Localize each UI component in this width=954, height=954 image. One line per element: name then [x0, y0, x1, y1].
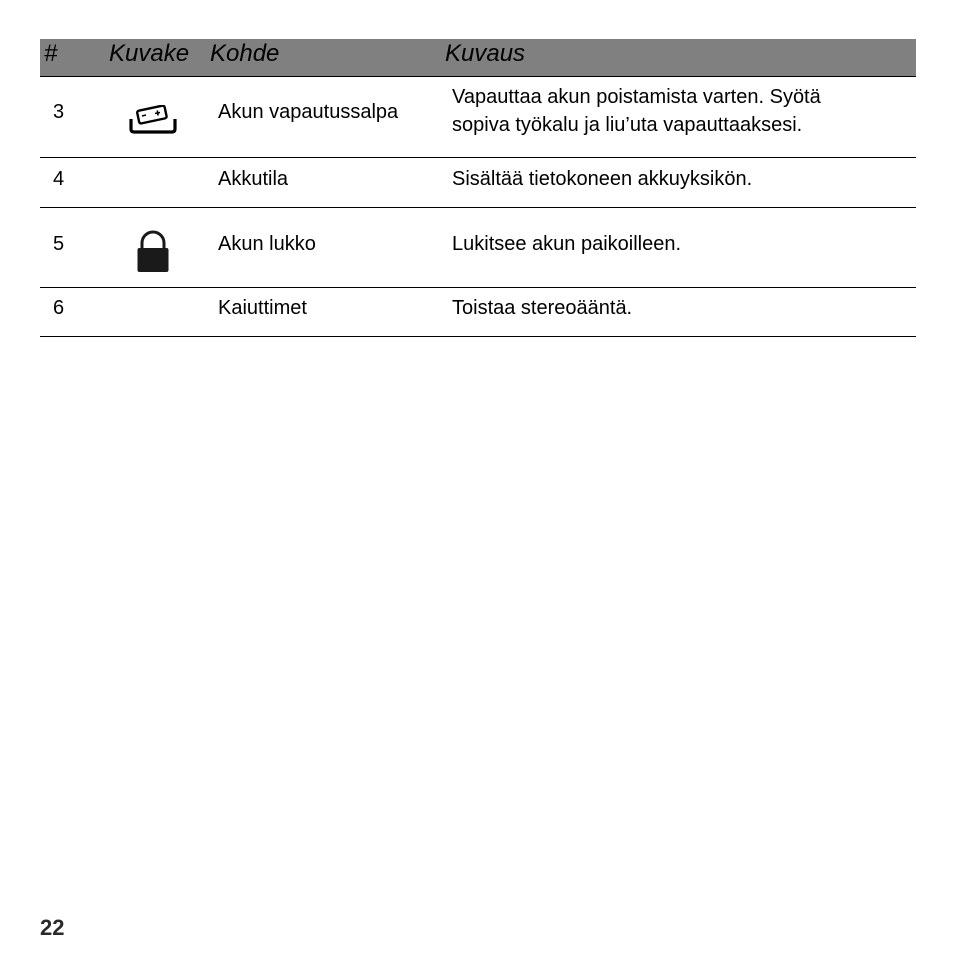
header-item: Kohde — [210, 40, 280, 67]
feature-table — [40, 39, 916, 337]
table-row — [40, 288, 916, 337]
row-item: Akun vapautussalpa — [218, 101, 399, 123]
row-number: 3 — [53, 101, 65, 123]
row-item: Akun lukko — [218, 233, 316, 255]
header-icon: Kuvake — [109, 40, 190, 67]
lock-icon — [136, 230, 170, 274]
table-row — [40, 77, 916, 158]
row-description-line1: Lukitsee akun paikoilleen. — [452, 233, 682, 255]
row-number: 6 — [53, 297, 65, 319]
row-description-line1: Toistaa stereoääntä. — [452, 297, 633, 319]
row-item: Akkutila — [218, 168, 289, 190]
table-header — [40, 39, 916, 77]
battery-release-icon — [128, 105, 178, 137]
row-item: Kaiuttimet — [218, 297, 307, 319]
row-number: 5 — [53, 233, 65, 255]
header-number: # — [44, 40, 58, 67]
row-description-line1: Vapauttaa akun poistamista varten. Syötä — [452, 86, 821, 108]
row-description-line1: Sisältää tietokoneen akkuyksikön. — [452, 168, 753, 190]
page-number: 22 — [40, 915, 65, 940]
header-description: Kuvaus — [445, 40, 526, 67]
row-number: 4 — [53, 168, 65, 190]
row-description-line2: sopiva työkalu ja liu’uta vapauttaaksesi. — [452, 114, 803, 136]
table-row — [40, 208, 916, 288]
table-row — [40, 158, 916, 208]
